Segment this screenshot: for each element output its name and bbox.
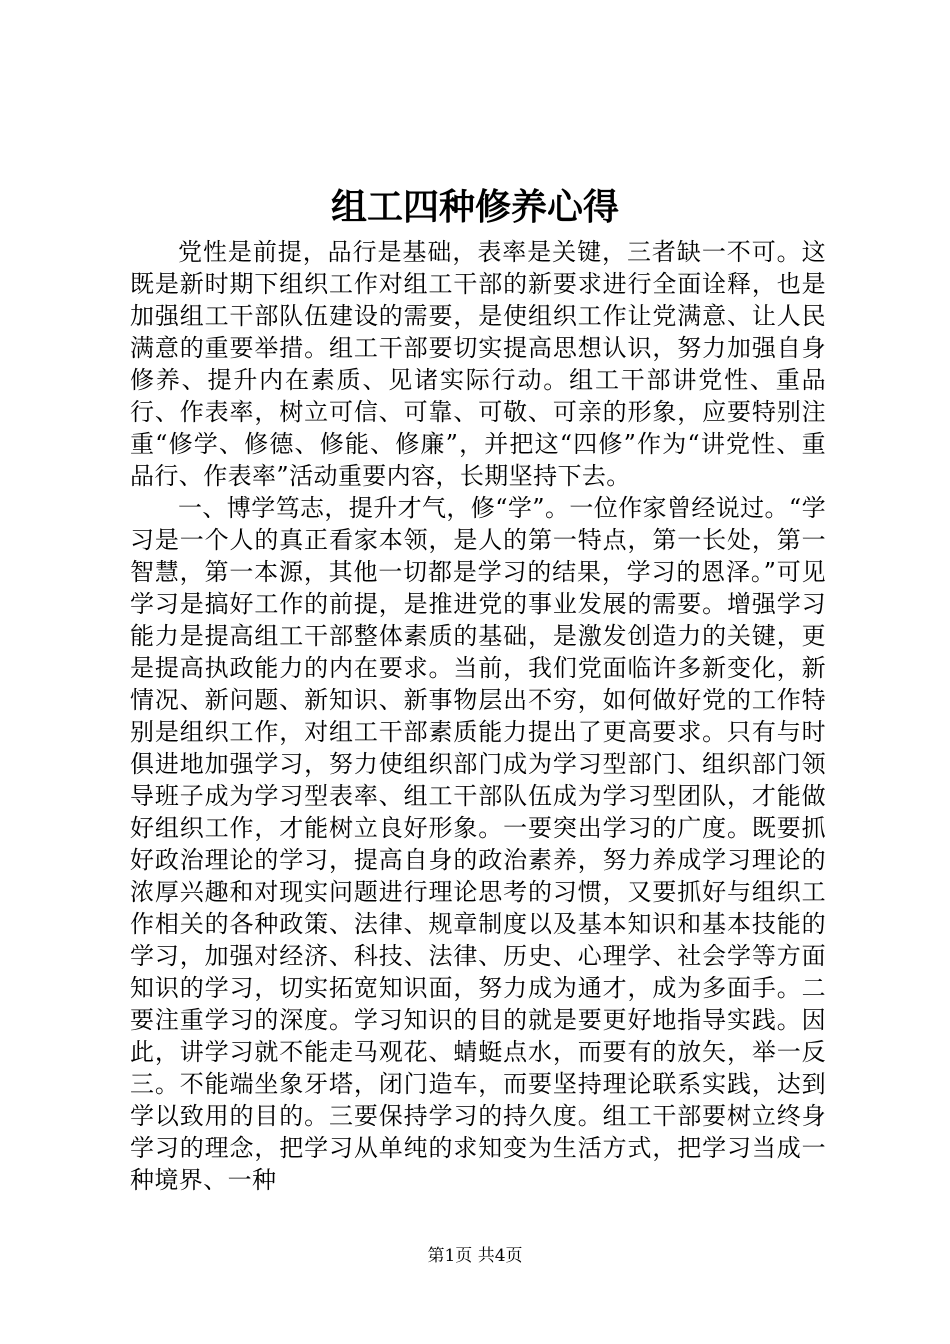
paragraph-1: 党性是前提，品行是基础，表率是关键，三者缺一不可。这既是新时期下组织工作对组工干部的新要求进行全面诠释，也是加强组工干部队伍建设的需要，是使组织工作让党满意、让人民满意的重要举措。组工干部要切实提高思想认识，努力加强自身修养、提升内在素质、见诸实际行动。组工干部讲党性、重品行、作表率，树立可信、可靠、可敬、可亲的形象，应要特别注重“修学、修德、修能、修廉”，并把这“四修”作为“讲党性、重品行、作表率”活动重要内容，长期坚持下去。 — [130, 238, 826, 490]
document-body — [130, 236, 826, 1196]
paragraph-2: 一、博学笃志，提升才气，修“学”。一位作家曾经说过。“学习是一个人的真正看家本领，是人的第一特点，第一长处，第一智慧，第一本源，其他一切都是学习的结果，学习的恩泽。”可见学习是搞好工作的前提，是推进党的事业发展的需要。增强学习能力是提高组工干部整体素质的基础，是激发创造力的关键，更是提高执政能力的内在要求。当前，我们党面临许多新变化，新情况、新问题、新知识、新事物层出不穷，如何做好党的工作特别是组织工作，对组工干部素质能力提出了更高要求。只有与时俱进地加强学习，努力使组织部门成为学习型部门、组织部门领导班子成为学习型表率、组工干部队伍成为学习型团队，才能做好组织工作，才能树立良好形象。一要突出学习的广度。既要抓好政治理论的学习，提高自身的政治素养，努力养成学习理论的浓厚兴趣和对现实问题进行理论思考的习惯，又要抓好与组织工作相关的各种政策、法律、规章制度以及基本知识和基本技能的学习，加强对经济、科技、法律、历史、心理学、社会学等方面知识的学习，切实拓宽知识面，努力成为通才，成为多面手。二要注重学习的深度。学习知识的目的就是要更好地指导实践。因此，讲学习就不能走马观花、蜻蜓点水，而要有的放矢，举一反三。不能端坐象牙塔，闭门造车，而要坚持理论联系实践，达到学以致用的目的。三要保持学习的持久度。组工干部要树立终身学习的理念，把学习从单纯的求知变为生活方式，把学习当成一种境界、一种 — [130, 494, 827, 1194]
document-title: 组工四种修养心得 — [330, 186, 619, 228]
page-number: 第1页 共4页 — [427, 1246, 523, 1266]
